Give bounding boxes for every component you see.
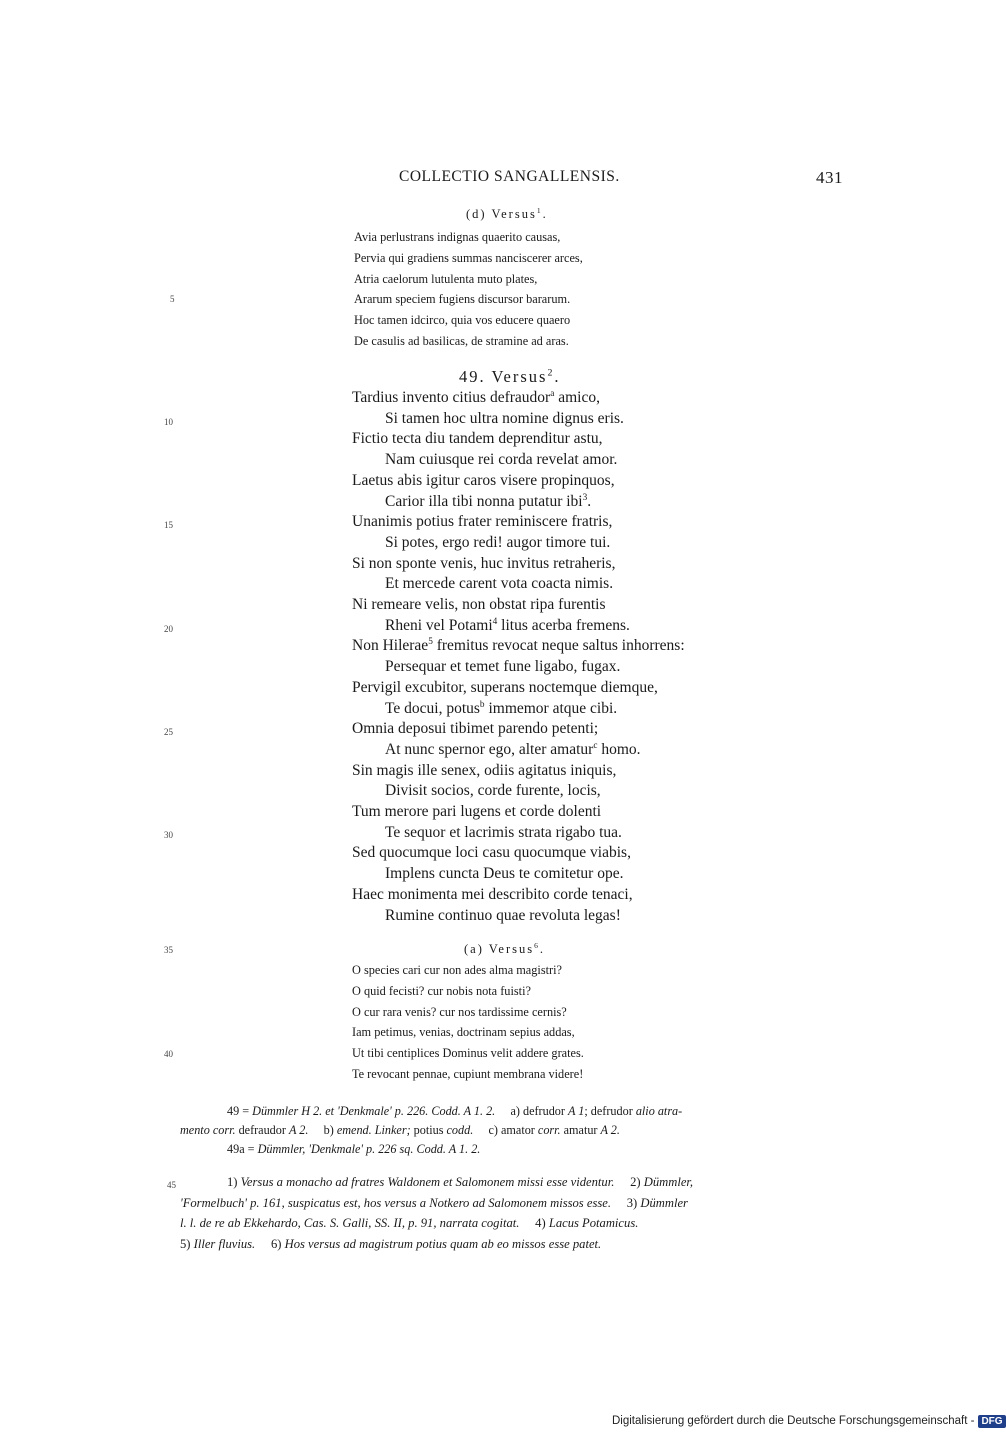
verse-line: Carior illa tibi nonna putatur ibi$^3$. <box>385 492 592 510</box>
apparatus-line: 49 = Dümmler H 2. et 'Denkmale' p. 226. Codd. A 1. 2. a) defrudor A 1; defrudor alio atra- <box>227 1104 683 1118</box>
section-heading-d: (d) Versus$^1$. <box>466 205 548 221</box>
dfg-logo: DFG <box>978 1415 1005 1428</box>
verse-line: Ut tibi centiplices Dominus velit addere grates. <box>352 1046 584 1061</box>
verse-line: O quid fecisti? cur nobis nota fuisti? <box>352 983 531 998</box>
verse-line: Si tamen hoc ultra nomine dignus eris. <box>385 409 624 427</box>
verse-line: O species cari cur non ades alma magistri? <box>352 963 562 977</box>
verse-line: Atria caelorum lutulenta muto plates, <box>354 271 538 286</box>
verse-line: Ararum speciem fugiens discursor bararum. <box>354 292 571 307</box>
verse-line: Et mercede carent vota coacta nimis. <box>385 575 614 593</box>
verse-line: Rumine continuo quae revoluta legas! <box>385 906 621 924</box>
verse-line: Si non sponte venis, huc invitus retraheris, <box>352 554 616 572</box>
line-number: 15 <box>164 520 173 530</box>
apparatus <box>180 1102 682 1159</box>
verse-line: Omnia deposui tibimet parendo petenti; <box>352 720 599 738</box>
apparatus-line: mento corr. defraudor A 2. b) emend. Linker; potius codd. c) amator corr. amatur A 2. <box>180 1123 620 1137</box>
verse-block-a <box>352 960 584 1085</box>
verse-line: Rheni vel Potami$^4$ litus acerba fremens. <box>385 616 630 634</box>
section-heading-a: (a) Versus$^6$. <box>464 940 545 956</box>
verse-line: Hoc tamen idcirco, quia vos educere quaero <box>354 313 571 328</box>
verse-line: O cur rara venis? cur nos tardissime cernis? <box>352 1004 567 1019</box>
verse-line: Te revocant pennae, cupiunt membrana videre! <box>352 1066 584 1081</box>
verse-line: Sin magis ille senex, odiis agitatus iniquis, <box>352 761 617 779</box>
line-number: 30 <box>164 830 173 840</box>
verse-block-d <box>354 227 583 352</box>
digitization-footer <box>612 1415 1006 1428</box>
verse-line: Te sequor et lacrimis strata rigabo tua. <box>385 823 622 841</box>
page-number: 431 <box>816 168 843 187</box>
verse-line: Te docui, potus$^b$ immemor atque cibi. <box>385 699 618 717</box>
verse-line: Tardius invento citius defraudor$^a$ amico, <box>352 388 600 406</box>
line-number: 40 <box>164 1049 173 1059</box>
verse-line: Si potes, ergo redi! augor timore tui. <box>385 533 611 551</box>
line-number: 5 <box>170 294 175 304</box>
footnote-line: 'Formelbuch' p. 161, suspicatus est, hos versus a Notkero ad Salomonem missos esse. 3) Dümmler <box>180 1195 688 1210</box>
line-number: 10 <box>164 417 173 427</box>
apparatus-line: 49a = Dümmler, 'Denkmale' p. 226 sq. Codd. A 1. 2. <box>227 1142 481 1156</box>
verse-line: Sed quocumque loci casu quocumque viabis, <box>352 844 631 862</box>
verse-line: Persequar et temet fune ligabo, fugax. <box>385 658 621 676</box>
line-number: 45 <box>167 1180 176 1190</box>
verse-line: Haec monimenta mei describito corde tenaci, <box>352 885 633 903</box>
verse-line: De casulis ad basilicas, de stramine ad aras. <box>354 333 569 348</box>
footnotes <box>180 1172 693 1254</box>
verse-line: Fictio tecta diu tandem deprenditur astu, <box>352 430 603 448</box>
verse-line: Tum merore pari lugens et corde dolenti <box>352 803 602 821</box>
line-number: 20 <box>164 624 173 634</box>
verse-line: At nunc spernor ego, alter amatur$^c$ homo. <box>385 740 641 758</box>
verse-line: Unanimis potius frater reminiscere fratris, <box>352 513 613 531</box>
footnote-line: 5) Iller fluvius. 6) Hos versus ad magistrum potius quam ab eo missos esse patet. <box>180 1236 602 1251</box>
verse-line: Nam cuiusque rei corda revelat amor. <box>385 451 618 469</box>
verse-line: Iam petimus, venias, doctrinam sepius addas, <box>352 1025 575 1040</box>
section-heading-49: 49. Versus$^2$. <box>459 367 561 386</box>
verse-line: Pervia qui gradiens summas nanciscerer arces, <box>354 250 583 265</box>
verse-line: Ni remeare velis, non obstat ripa furentis <box>352 596 606 614</box>
verse-line: Non Hilerae$^5$ fremitus revocat neque saltus inhorrens: <box>352 637 685 655</box>
footnote-line: 1) Versus a monacho ad fratres Waldonem et Salomonem missi esse videntur. 2) Dümmler, <box>227 1175 694 1189</box>
verse-line: Pervigil excubitor, superans noctemque diemque, <box>352 678 658 696</box>
line-number: 25 <box>164 727 173 737</box>
verse-block-49 <box>352 388 685 926</box>
footnote-line: l. l. de re ab Ekkehardo, Cas. S. Galli, SS. II, p. 91, narrata cogitat. 4) Lacus Potamicus. <box>180 1216 639 1231</box>
verse-line: Divisit socios, corde furente, locis, <box>385 782 601 800</box>
footer-text: Digitalisierung gefördert durch die Deutsche Forschungsgemeinschaft - <box>612 1415 975 1427</box>
verse-line: Laetus abis igitur caros visere propinquos, <box>352 471 615 489</box>
verse-line: Avia perlustrans indignas quaerito causas, <box>354 230 561 244</box>
running-title: COLLECTIO SANGALLENSIS. <box>399 168 620 185</box>
line-number: 35 <box>164 945 173 955</box>
verse-line: Implens cuncta Deus te comitetur ope. <box>385 865 624 883</box>
